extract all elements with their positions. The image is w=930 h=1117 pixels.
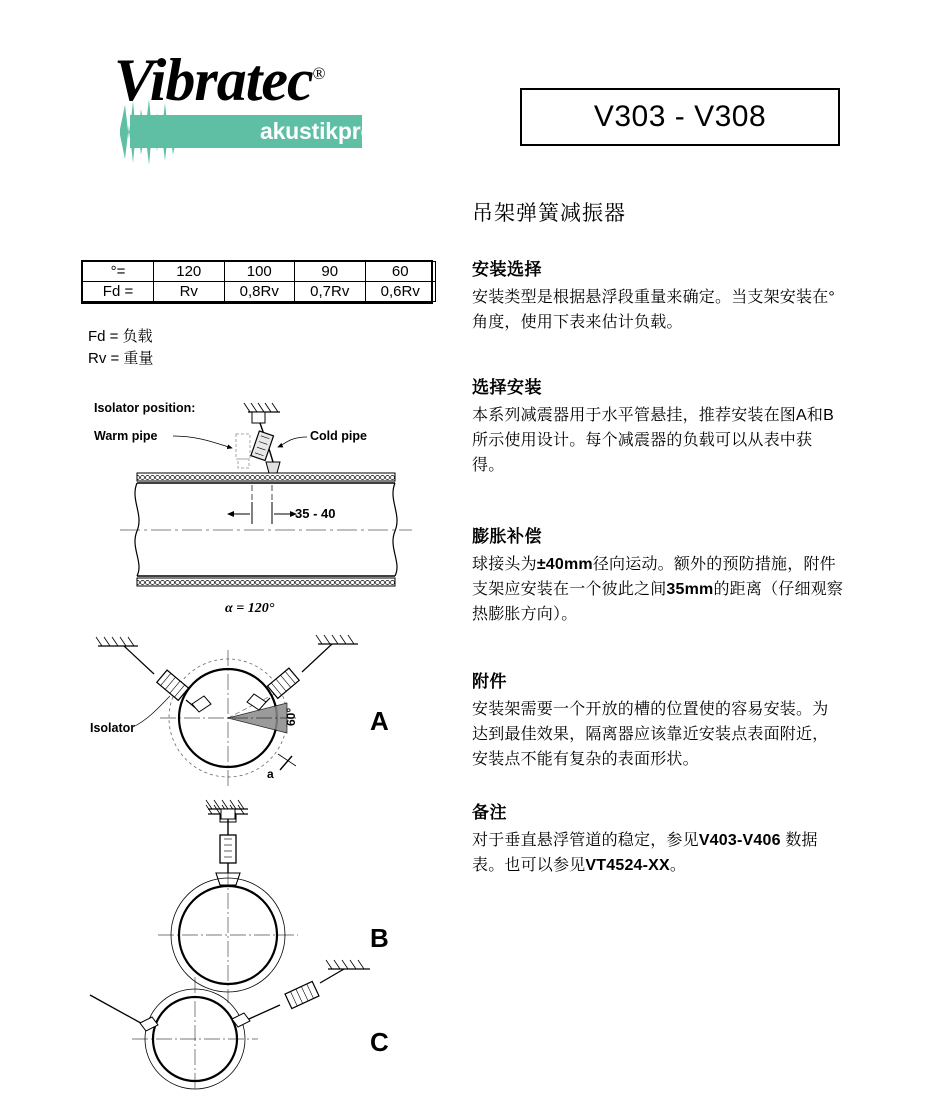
section-body-remarks: 对于垂直悬浮管道的稳定，参见V403-V406 数据表。也可以参见VT4524-XX。 xyxy=(472,832,818,874)
diagram-b xyxy=(158,800,389,1003)
section-body-select-installation: 本系列减震器用于水平管悬挂，推荐安装在图A和B所示使用设计。每个减震器的负载可以从表中获得。 xyxy=(472,407,834,474)
table-cell-load-2: 0,7Rv xyxy=(295,282,366,302)
isolator-b xyxy=(220,835,236,863)
logo-waveform-icon xyxy=(116,99,178,165)
label-cold-pipe: Cold pipe xyxy=(310,429,367,443)
diagram-dimension-label: 35 - 40 xyxy=(295,506,336,521)
diagram-top-pipe-section xyxy=(94,401,412,616)
table-cell-load-0: Rv xyxy=(154,282,225,302)
label-isolator-a: Isolator xyxy=(90,721,136,735)
section-heading-select-installation: 选择安装 xyxy=(472,378,542,397)
isolator-c xyxy=(285,981,319,1008)
legend-fd: Fd = 负载 xyxy=(88,328,153,345)
vibratec-logo xyxy=(112,47,444,162)
ceiling-hatch-c-icon xyxy=(326,960,370,969)
isolator-right-a xyxy=(267,668,299,698)
label-angle-60: 60° xyxy=(284,707,298,726)
table-cell-angle-3: 60 xyxy=(365,262,436,282)
label-a-dimension: a xyxy=(267,767,274,781)
diagram-letter-b: B xyxy=(370,923,389,953)
label-warm-pipe: Warm pipe xyxy=(94,429,158,443)
table-cell-load-3: 0,6Rv xyxy=(365,282,436,302)
section-installation-choice xyxy=(472,255,844,335)
product-code-box xyxy=(520,88,840,146)
section-heading-accessories: 附件 xyxy=(472,672,507,691)
product-heading: 吊架弹簧减振器 xyxy=(472,202,626,225)
ceiling-hatch-icon xyxy=(244,403,280,412)
ceiling-hatch-b-icon xyxy=(206,800,248,809)
section-body-expansion-compensation: 球接头为±40mm径向运动。额外的预防措施，附件支架应安装在一个彼此之间35mm的距离（仔细观察热膨胀方向）。 xyxy=(472,556,844,623)
logo-wordmark-text: Vibratec xyxy=(114,47,313,113)
label-isolator-position: Isolator position: xyxy=(94,401,196,415)
section-accessories xyxy=(472,667,844,772)
information-sections xyxy=(472,255,844,904)
installation-diagrams xyxy=(80,390,450,1090)
ceiling-hatch-left-icon xyxy=(96,637,138,646)
section-heading-installation-choice: 安装选择 xyxy=(472,260,542,279)
diagram-letter-a: A xyxy=(370,706,389,736)
table-cell-load-label: Fd = xyxy=(83,282,154,302)
table-cell-angle-2: 90 xyxy=(295,262,366,282)
section-select-installation xyxy=(472,373,844,478)
load-factor-table xyxy=(82,261,436,302)
product-code-text: V303 - V308 xyxy=(593,100,767,133)
diagram-a xyxy=(90,635,389,822)
table-cell-angle-0: 120 xyxy=(154,262,225,282)
section-body-accessories: 安装架需要一个开放的槽的位置使的容易安装。为达到最佳效果，隔离器应该靠近安装点表面附近，安装点不能有复杂的表面形状。 xyxy=(472,701,829,768)
table-cell-angle-label: °= xyxy=(83,262,154,282)
label-alpha-angle: α = 120° xyxy=(225,601,275,616)
table-cell-load-1: 0,8Rv xyxy=(224,282,295,302)
isolator-body-cold xyxy=(251,431,274,460)
registered-trademark-icon: ® xyxy=(312,64,326,83)
section-body-installation-choice: 安装类型是根据悬浮段重量来确定。当支架安装在°角度，使用下表来估计负载。 xyxy=(472,289,835,331)
ceiling-hatch-right-icon xyxy=(316,635,358,644)
isolator-body-warm-ghost xyxy=(236,434,250,468)
section-remarks xyxy=(472,798,844,878)
section-heading-expansion-compensation: 膨胀补偿 xyxy=(472,527,542,546)
table-row-load xyxy=(83,282,436,302)
section-expansion-compensation xyxy=(472,522,844,627)
logo-subtitle: akustikprodukter xyxy=(260,118,444,144)
table-cell-angle-1: 100 xyxy=(224,262,295,282)
table-legend xyxy=(88,326,153,370)
diagram-letter-c: C xyxy=(370,1027,389,1057)
table-row-angle xyxy=(83,262,436,282)
legend-rv: Rv = 重量 xyxy=(88,350,154,367)
section-heading-remarks: 备注 xyxy=(472,803,507,822)
